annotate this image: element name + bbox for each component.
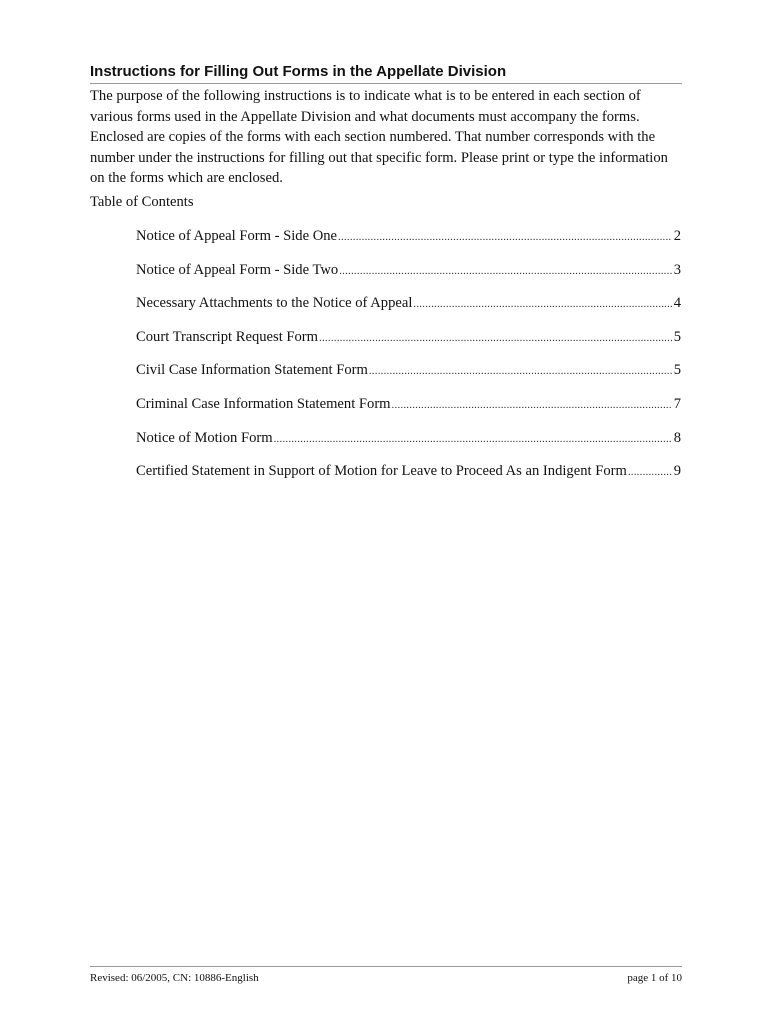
toc-entry-label: Notice of Appeal Form - Side One <box>136 228 338 244</box>
table-of-contents <box>136 226 681 495</box>
toc-dot-leader <box>274 429 672 449</box>
toc-entry-label: Certified Statement in Support of Motion for Leave to Proceed As an Indigent Form <box>136 463 627 480</box>
toc-entry-label: Notice of Motion Form <box>136 429 273 446</box>
page-footer <box>90 966 682 985</box>
toc-entry-label: Criminal Case Information Statement Form <box>136 395 391 412</box>
toc-entry-certified-statement-indigent[interactable] <box>136 461 681 495</box>
toc-dot-leader <box>338 227 672 247</box>
toc-heading: Table of Contents <box>90 194 194 210</box>
toc-entry-notice-of-appeal-side-one[interactable] <box>136 226 681 260</box>
document-title: Instructions for Filling Out Forms in the Appellate Division <box>90 62 682 84</box>
toc-entry-page: 5 <box>673 362 681 379</box>
toc-entry-label: Civil Case Information Statement Form <box>136 362 368 379</box>
intro-paragraph: The purpose of the following instructions is to indicate what is to be entered in each section of various forms used in the Appellate Division and what documents must accompany the forms. Enclosed are copies of the forms with each section numbered. That number corresponds with the number under the instructions for filling out that specific form. Please print or type the information on the forms which are enclosed. <box>90 88 668 186</box>
toc-dot-leader <box>339 261 672 281</box>
toc-entry-court-transcript-request[interactable] <box>136 327 681 361</box>
toc-entry-page: 9 <box>673 463 681 480</box>
toc-entry-page: 2 <box>673 228 681 244</box>
toc-entry-label: Court Transcript Request Form <box>136 328 319 345</box>
toc-entry-label: Necessary Attachments to the Notice of Appeal <box>136 295 413 312</box>
toc-entry-notice-of-motion[interactable] <box>136 428 681 462</box>
toc-entry-page: 4 <box>673 295 681 312</box>
footer-page-number: page 1 of 10 <box>627 972 682 984</box>
toc-entry-page: 7 <box>673 395 681 412</box>
toc-dot-leader <box>369 361 672 381</box>
toc-entry-notice-of-appeal-side-two[interactable] <box>136 260 681 294</box>
toc-dot-leader <box>413 294 671 314</box>
toc-dot-leader <box>628 462 672 482</box>
toc-dot-leader <box>319 328 672 348</box>
toc-entry-page: 3 <box>673 261 681 278</box>
toc-dot-leader <box>392 395 672 415</box>
toc-entry-page: 8 <box>673 429 681 446</box>
toc-entry-page: 5 <box>673 328 681 345</box>
footer-revision: Revised: 06/2005, CN: 10886-English <box>90 972 259 984</box>
toc-entry-label: Notice of Appeal Form - Side Two <box>136 261 339 278</box>
toc-entry-criminal-case-information[interactable] <box>136 394 681 428</box>
toc-entry-civil-case-information[interactable] <box>136 360 681 394</box>
toc-entry-necessary-attachments[interactable] <box>136 293 681 327</box>
